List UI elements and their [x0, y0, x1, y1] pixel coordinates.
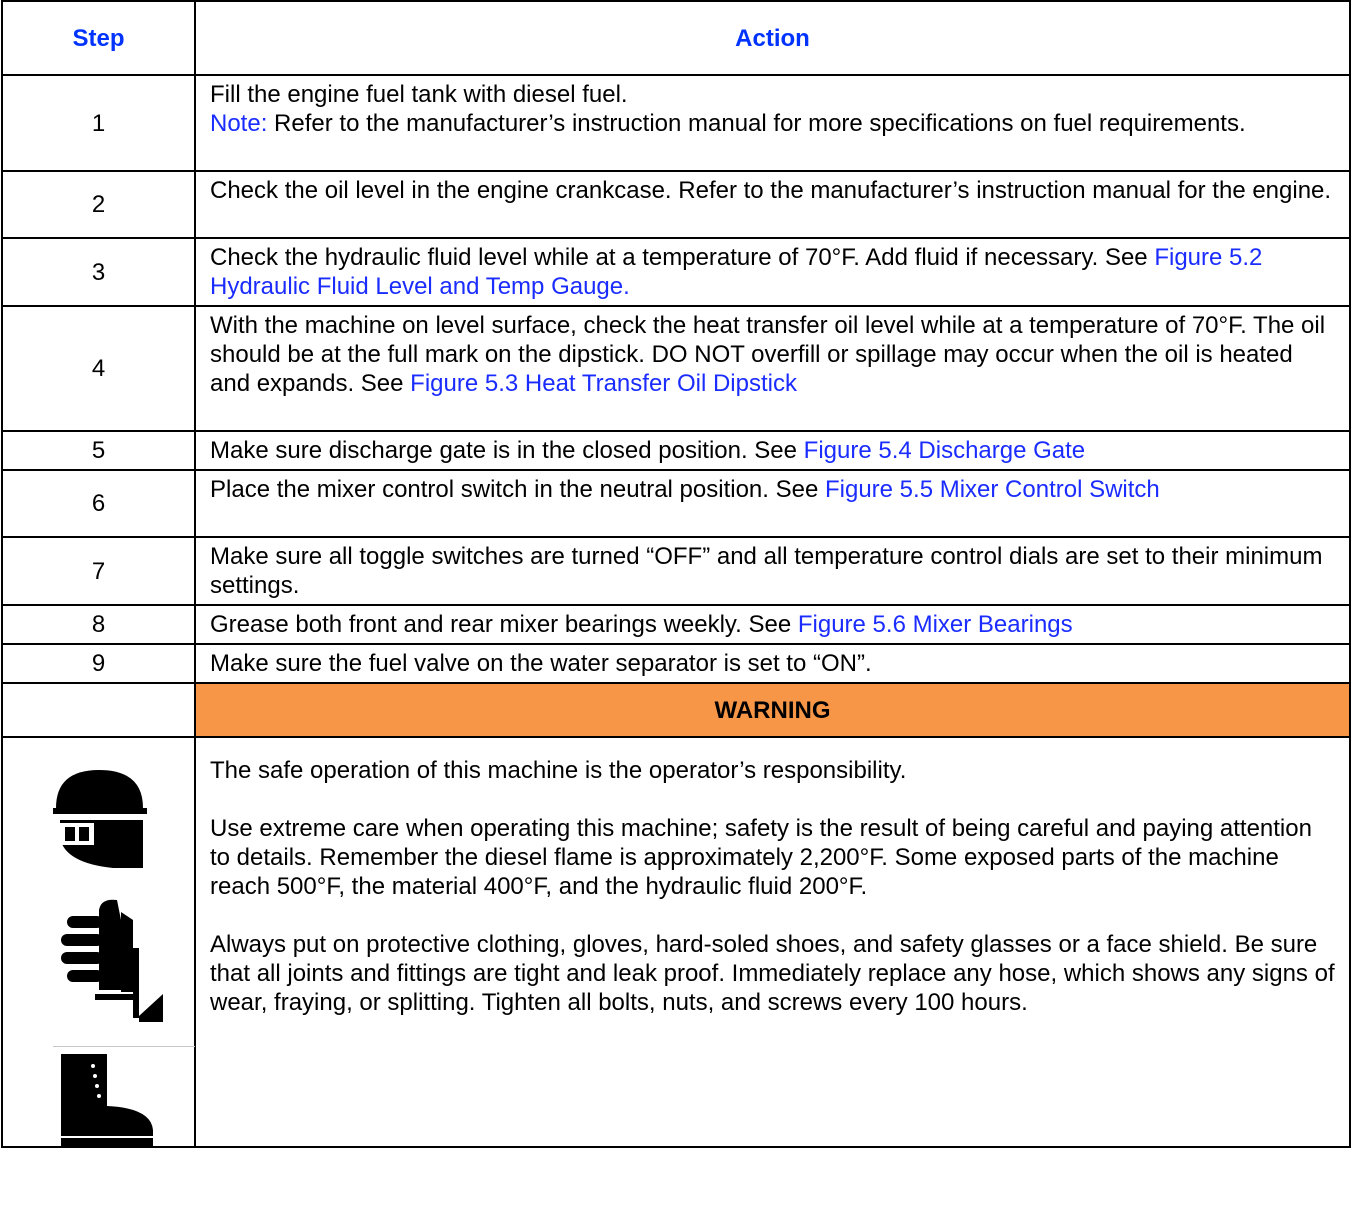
header-row	[2, 1, 1350, 75]
note-label: Note:	[210, 110, 268, 137]
figure-link[interactable]: Figure 5.2 Hydraulic Fluid Level and Temp Gauge.	[210, 244, 1263, 300]
table-row	[2, 605, 1350, 644]
step-number: 7	[2, 537, 195, 605]
procedure-table	[1, 0, 1351, 1148]
step-number: 5	[2, 431, 195, 470]
step-number: 1	[2, 75, 195, 171]
warning-title: WARNING	[195, 683, 1350, 737]
action-text: Check the hydraulic fluid level while at a temperature of 70°F. Add fluid if necessary. See	[210, 244, 1155, 271]
step-number: 9	[2, 644, 195, 683]
table-row	[2, 644, 1350, 683]
figure-link[interactable]: Figure 5.3 Heat Transfer Oil Dipstick	[410, 370, 797, 397]
action-text: Make sure the fuel valve on the water separator is set to “ON”.	[210, 650, 872, 677]
action-cell	[195, 238, 1350, 306]
safety-icons-cell	[2, 737, 195, 1147]
step-number: 3	[2, 238, 195, 306]
table-row	[2, 75, 1350, 171]
figure-link[interactable]: Figure 5.4 Discharge Gate	[803, 437, 1086, 464]
glove-icon	[3, 890, 195, 1042]
action-text: Grease both front and rear mixer bearings weekly. See	[210, 611, 798, 638]
warning-body-row	[2, 737, 1350, 1147]
icon-divider	[53, 1046, 195, 1047]
action-text: Check the oil level in the engine crankcase. Refer to the manufacturer’s instruction manual for the engine.	[210, 177, 1332, 204]
action-text: Make sure all toggle switches are turned “OFF” and all temperature control dials are set to their minimum settings.	[210, 543, 1323, 599]
figure-link[interactable]: Figure 5.5 Mixer Control Switch	[824, 476, 1160, 503]
action-cell	[195, 75, 1350, 171]
step-number: 4	[2, 306, 195, 431]
step-number: 8	[2, 605, 195, 644]
action-cell	[195, 470, 1350, 537]
action-text: Make sure discharge gate is in the closed position. See	[210, 437, 804, 464]
table-row	[2, 171, 1350, 238]
action-cell	[195, 605, 1350, 644]
warning-paragraph: Use extreme care when operating this machine; safety is the result of being careful and paying attention to details. Remember the diesel flame is approximately 2,200°F. Some exposed parts of the machine reach 500°F, the material 400°F, and the hydraulic fluid 200°F.	[210, 815, 1312, 900]
action-text: Fill the engine fuel tank with diesel fuel.	[210, 81, 628, 108]
action-cell	[195, 644, 1350, 683]
warning-header-row	[2, 683, 1350, 737]
table-row	[2, 470, 1350, 537]
action-cell	[195, 431, 1350, 470]
table-row	[2, 238, 1350, 306]
table-row	[2, 306, 1350, 431]
boot-icon	[3, 1054, 195, 1148]
figure-link[interactable]: Figure 5.6 Mixer Bearings	[797, 611, 1073, 638]
step-header: Step	[2, 1, 195, 75]
warning-paragraph: Always put on protective clothing, gloves, hard-soled shoes, and safety glasses or a face shield. Be sure that all joints and fittings are tight and leak proof. Immediately replace any hose, which shows any signs of wear, fraying, or splitting. Tighten all bolts, nuts, and screws every 100 hours.	[210, 931, 1335, 1016]
warning-text-cell	[195, 737, 1350, 1147]
face-shield-helmet-icon	[3, 768, 195, 868]
note-text: Refer to the manufacturer’s instruction manual for more specifications on fuel requirements.	[267, 110, 1246, 137]
action-cell	[195, 537, 1350, 605]
warning-empty-cell	[2, 683, 195, 737]
action-cell	[195, 171, 1350, 238]
step-number: 6	[2, 470, 195, 537]
warning-paragraph: The safe operation of this machine is the operator’s responsibility.	[210, 757, 907, 784]
action-cell	[195, 306, 1350, 431]
table-row	[2, 537, 1350, 605]
action-text: With the machine on level surface, check the heat transfer oil level while at a temperature of 70°F. The oil should be at the full mark on the dipstick. DO NOT overfill or spillage may occur when the oil is heated and expands. See	[210, 312, 1326, 397]
table-row	[2, 431, 1350, 470]
action-text: Place the mixer control switch in the neutral position. See	[210, 476, 825, 503]
step-number: 2	[2, 171, 195, 238]
action-header: Action	[195, 1, 1350, 75]
